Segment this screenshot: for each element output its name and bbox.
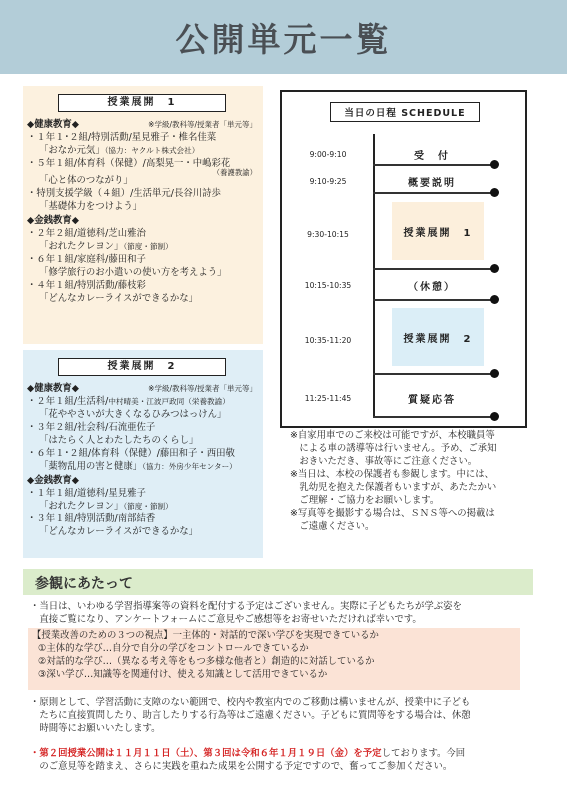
lesson-sub: （養護教諭） xyxy=(212,167,257,177)
note-line: おきいただき、事故等にご注意ください。 xyxy=(290,455,478,467)
lesson-item: ・２年２組/道徳科/芝山雅治 xyxy=(27,227,146,239)
note-line: 乳幼児を抱えた保護者もいますが、あたたかい xyxy=(290,481,497,493)
paragraph-line: のご意見等を踏まえ、さらに実践を重ねた成果を公開する予定ですので、奮ってご参加ください。 xyxy=(30,761,453,773)
timeline-dot xyxy=(490,295,499,304)
lesson-panel-1 xyxy=(23,86,263,344)
section-header xyxy=(23,569,533,595)
section-title: 参観にあたって xyxy=(35,576,133,592)
lesson-panel-2 xyxy=(23,350,263,558)
schedule-box xyxy=(280,90,527,428)
lesson-item: ・４年１組/特別活動/藤枝彩 xyxy=(27,279,146,291)
lesson-item: ・特別支援学級（４組）/生活単元/長谷川詩歩 xyxy=(27,187,221,199)
lesson-theme: 「おれたクレヨン」 xyxy=(39,240,124,252)
lesson-teachers: 中村晴美・江波戸政同（栄養教諭） xyxy=(108,396,230,406)
legend-note: ※学級/教科等/授業者「単元等」 xyxy=(148,119,257,129)
paragraph-line: 直接ご覧になり、アンケートフォームにご意見やご感想等をお寄せいただければ幸いです。 xyxy=(30,614,422,626)
schedule-time: 10:35-11:20 xyxy=(304,336,352,345)
timeline-dot xyxy=(490,264,499,273)
schedule-time: 10:15-10:35 xyxy=(304,281,352,290)
paragraph-2 xyxy=(30,696,535,735)
lesson-theme: 「心と体のつながり」 xyxy=(39,174,133,186)
schedule-time: 9:30-10:15 xyxy=(307,230,349,239)
point-item: ②対話的な学び…（異なる考え等をもつ多様な他者と）創造的に対話しているか xyxy=(38,655,375,667)
lesson-theme: 「修学旅行のお小遣いの使い方を考えよう」 xyxy=(39,266,227,278)
schedule-event-lesson2: 授業展開 2 xyxy=(392,308,484,366)
lesson-item: ・６年１組/家庭科/藤田和子 xyxy=(27,253,146,265)
lesson-item: ・１年１･２組/特別活動/星見雅子・椎名佳菜 xyxy=(27,131,217,143)
lesson-theme: 「おなか元気」 xyxy=(39,144,105,156)
points-header: 【授業改善のための３つの視点】一主体的・対話的で深い学びを実現できているか xyxy=(32,630,379,641)
lesson-item: ・３年２組/社会科/石流亜佐子 xyxy=(27,421,156,433)
lesson-theme: 「薬物乱用の害と健康」 xyxy=(39,460,143,472)
paragraph-1 xyxy=(30,600,535,626)
panel-1-title: 授業展開 1 xyxy=(58,94,226,112)
note-line: ※写真等を撮影する場合は、ＳＮＳ等への掲載は xyxy=(290,507,495,519)
health-education-header: ◆健康教育◆ xyxy=(27,118,79,130)
lesson-item: ・５年１組/体育科（保健）/高梨晃一・中嶋彩花 xyxy=(27,157,231,169)
note-line: ※当日は、本校の保護者も参観します。中には、 xyxy=(290,468,494,480)
paragraph-line: しております。今回 xyxy=(381,748,466,759)
health-education-header: ◆健康教育◆ xyxy=(27,382,79,394)
note-line: ご遠慮ください。 xyxy=(290,520,375,532)
schedule-event: 概要説明 xyxy=(408,178,456,189)
lesson-item: ・２年１組/生活科/ xyxy=(27,395,109,407)
paragraph-3 xyxy=(30,747,535,773)
paragraph-line: たちに直接質問したり、助言したりする行為等はご遠慮ください。子どもに質問等をする場合は、休憩 xyxy=(30,710,471,722)
panel-2-title: 授業展開 2 xyxy=(58,358,226,376)
page-title: 公開単元一覧 xyxy=(175,20,392,59)
legend-note: ※学級/教科等/授業者「単元等」 xyxy=(148,383,257,393)
lesson-theme: 「どんなカレーライスができるかな」 xyxy=(39,292,199,304)
schedule-event: 受 付 xyxy=(414,151,450,162)
schedule-event: 質疑応答 xyxy=(408,395,456,406)
schedule-event: （休憩） xyxy=(408,282,456,293)
timeline-dot xyxy=(490,160,499,169)
timeline-dot xyxy=(490,369,499,378)
lesson-theme: 「基礎体力をつけよう」 xyxy=(39,200,143,212)
timeline-dot xyxy=(490,188,499,197)
lesson-theme: 「はたらく人とわたしたちのくらし」 xyxy=(39,434,199,446)
page-header xyxy=(0,0,567,74)
lesson-sub: （協力：ヤクルト株式会社） xyxy=(104,145,200,155)
lesson-sub: （節度・節制） xyxy=(123,501,173,511)
point-item: ①主体的な学び…自分で自分の学びをコントロールできているか xyxy=(38,642,309,654)
money-education-header: ◆金銭教育◆ xyxy=(27,214,79,226)
lesson-theme: 「花ややさいが大きくなるひみつはっけん」 xyxy=(39,408,227,420)
timeline-dot xyxy=(490,412,499,421)
lesson-item: ・３年１組/特別活動/南部結香 xyxy=(27,513,156,525)
lesson-sub: （節度・節制） xyxy=(123,241,173,251)
paragraph-line: ・原則として、学習活動に支障のない範囲で、校内や教室内でのご移動は構いませんが、授業中に子ども xyxy=(30,697,471,708)
paragraph-line: ・当日は、いわゆる学習指導案等の資料を配付する予定はございません。実際に子どもたちが学ぶ姿を xyxy=(30,601,462,612)
schedule-event-lesson1: 授業展開 1 xyxy=(392,202,484,260)
next-open-class-dates: ・第２回授業公開は１１月１１日（土）、第３回は令和６年１月１９日（金）を予定 xyxy=(30,748,382,759)
lesson-theme: 「おれたクレヨン」 xyxy=(39,500,124,512)
note-line: ご理解・ご協力をお願いします。 xyxy=(290,494,440,506)
lesson-item: ・６年１･２組/体育科（保健）/藤田和子・西田敬 xyxy=(27,447,235,459)
note-line: ※自家用車でのご来校は可能ですが、本校職員等 xyxy=(290,430,495,441)
lesson-theme: 「どんなカレーライスができるかな」 xyxy=(39,526,199,538)
point-item: ③深い学び…知識等を関連付け、使える知識として活用できているか xyxy=(38,668,328,680)
note-line: による車の誘導等は行いません。予め、ご承知 xyxy=(290,442,497,454)
visitor-notes xyxy=(290,430,535,534)
schedule-title: 当日の日程 SCHEDULE xyxy=(330,102,480,122)
improvement-points-box xyxy=(28,628,520,690)
schedule-time: 11:25-11:45 xyxy=(304,394,352,403)
lesson-item: ・１年１組/道徳科/星見雅子 xyxy=(27,487,146,499)
money-education-header: ◆金銭教育◆ xyxy=(27,474,79,486)
paragraph-line: 時間等にお願いいたします。 xyxy=(30,723,161,735)
schedule-time: 9:00-9:10 xyxy=(309,150,347,159)
schedule-time: 9:10-9:25 xyxy=(309,177,347,186)
lesson-sub: （協力：外房少年センター） xyxy=(142,461,237,471)
